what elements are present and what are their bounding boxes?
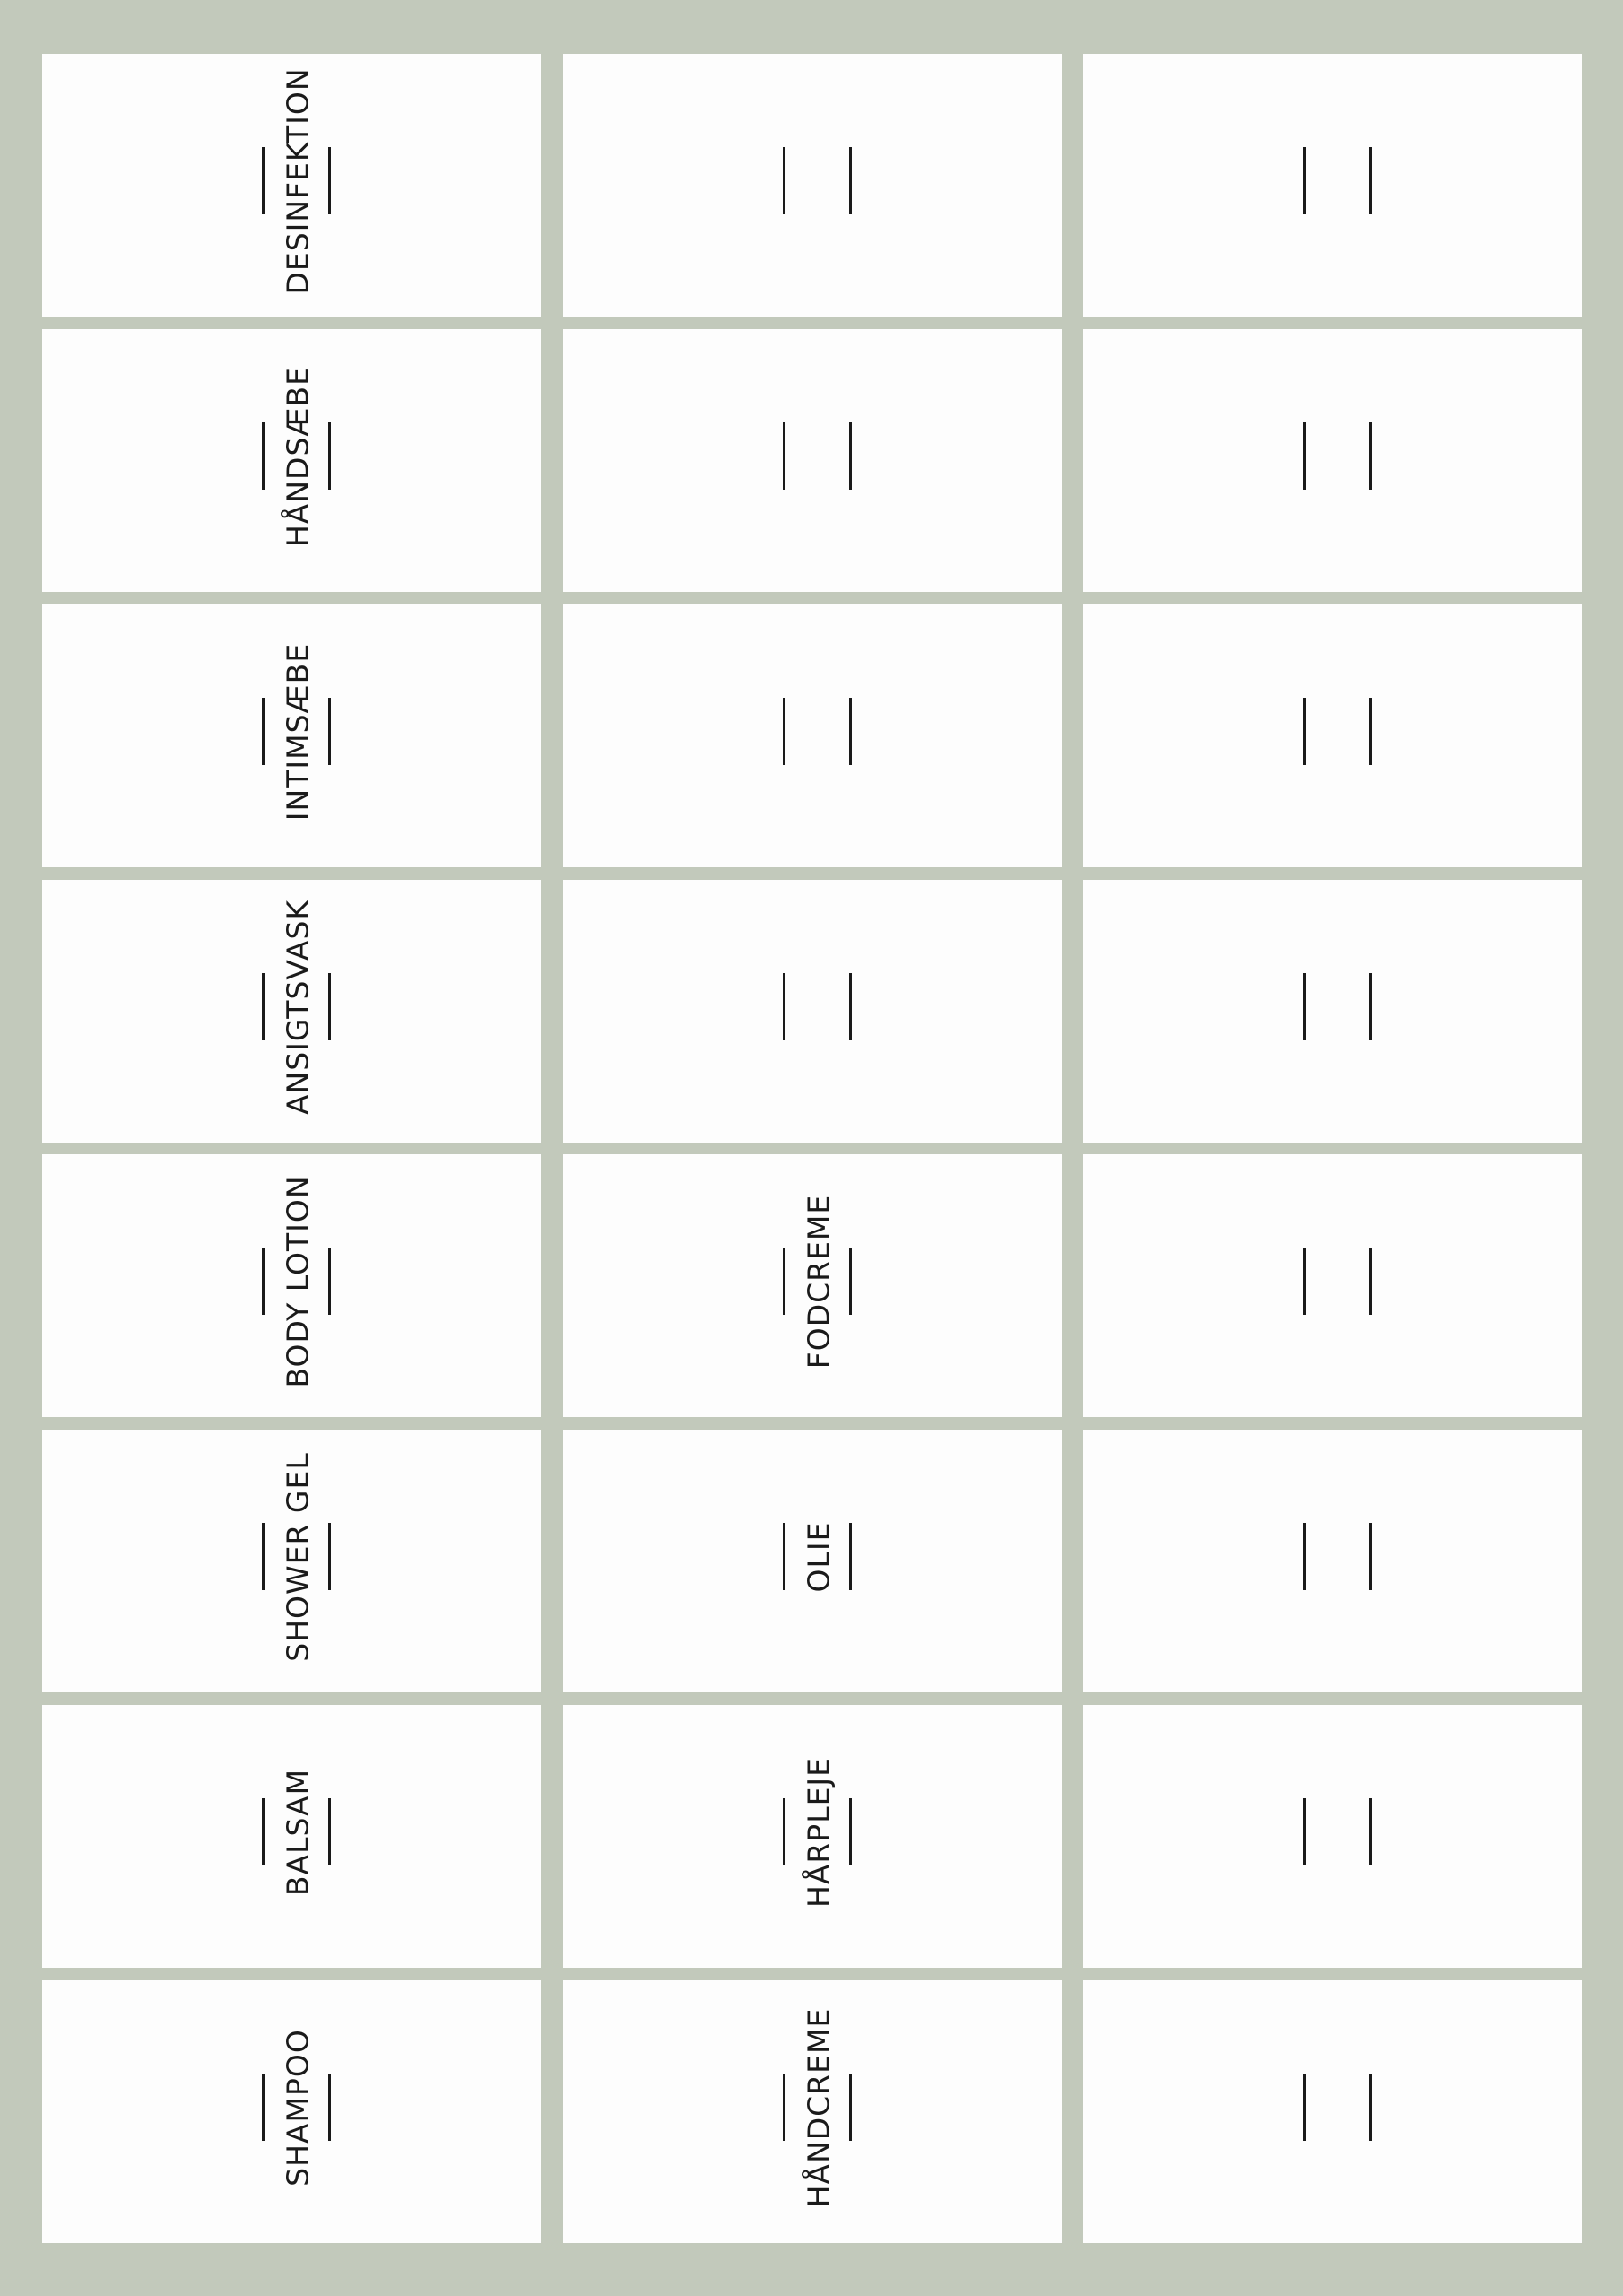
divider-line bbox=[1303, 1248, 1306, 1315]
label-text: INTIMSÆBE bbox=[280, 642, 316, 821]
divider-line bbox=[328, 973, 331, 1040]
divider-line bbox=[783, 1523, 785, 1590]
divider-line bbox=[849, 1248, 852, 1315]
divider-line bbox=[783, 2074, 785, 2141]
divider-line bbox=[1303, 973, 1306, 1040]
divider-line bbox=[783, 973, 785, 1040]
label-card bbox=[42, 604, 541, 867]
label-card bbox=[42, 880, 541, 1143]
divider-line bbox=[262, 422, 265, 490]
divider-line bbox=[849, 147, 852, 214]
label-card bbox=[42, 329, 541, 592]
divider-line bbox=[262, 147, 265, 214]
label-card bbox=[42, 1980, 541, 2243]
label-card bbox=[42, 1705, 541, 1968]
label-card bbox=[563, 329, 1062, 592]
label-card bbox=[1083, 604, 1582, 867]
divider-line bbox=[1369, 147, 1372, 214]
label-sheet bbox=[42, 54, 1582, 2242]
label-card bbox=[42, 1154, 541, 1417]
divider-line bbox=[1369, 698, 1372, 765]
divider-line bbox=[849, 973, 852, 1040]
divider-line bbox=[783, 1248, 785, 1315]
label-text: OLIE bbox=[801, 1521, 836, 1593]
label-text: HÅNDSÆBE bbox=[280, 365, 316, 547]
label-text: FODCREME bbox=[801, 1195, 836, 1370]
divider-line bbox=[328, 147, 331, 214]
label-text: SHOWER GEL bbox=[280, 1452, 316, 1662]
label-text: HÅNDCREME bbox=[801, 2007, 836, 2208]
divider-line bbox=[1303, 422, 1306, 490]
divider-line bbox=[1303, 698, 1306, 765]
label-card bbox=[42, 1430, 541, 1692]
divider-line bbox=[328, 698, 331, 765]
label-card bbox=[563, 1430, 1062, 1692]
divider-line bbox=[328, 1523, 331, 1590]
label-card bbox=[563, 1154, 1062, 1417]
label-card bbox=[563, 880, 1062, 1143]
label-card bbox=[1083, 880, 1582, 1143]
label-text: BODY LOTION bbox=[280, 1175, 316, 1388]
divider-line bbox=[262, 1523, 265, 1590]
label-text: BALSAM bbox=[280, 1768, 316, 1897]
divider-line bbox=[1369, 2074, 1372, 2141]
label-card bbox=[563, 1705, 1062, 1968]
divider-line bbox=[262, 973, 265, 1040]
label-card bbox=[1083, 329, 1582, 592]
divider-line bbox=[1369, 1523, 1372, 1590]
divider-line bbox=[1303, 147, 1306, 214]
label-card bbox=[563, 604, 1062, 867]
divider-line bbox=[783, 422, 785, 490]
divider-line bbox=[1369, 1248, 1372, 1315]
label-card bbox=[42, 54, 541, 317]
label-card bbox=[563, 1980, 1062, 2243]
divider-line bbox=[1369, 1798, 1372, 1866]
divider-line bbox=[849, 1523, 852, 1590]
label-card bbox=[1083, 54, 1582, 317]
divider-line bbox=[783, 1798, 785, 1866]
divider-line bbox=[783, 147, 785, 214]
divider-line bbox=[262, 1248, 265, 1315]
label-card bbox=[1083, 1705, 1582, 1968]
label-text: ANSIGTSVASK bbox=[280, 899, 316, 1115]
label-text: HÅRPLEJE bbox=[801, 1757, 836, 1909]
divider-line bbox=[783, 698, 785, 765]
divider-line bbox=[849, 2074, 852, 2141]
divider-line bbox=[1369, 973, 1372, 1040]
divider-line bbox=[262, 698, 265, 765]
divider-line bbox=[1369, 422, 1372, 490]
divider-line bbox=[1303, 1523, 1306, 1590]
divider-line bbox=[849, 698, 852, 765]
divider-line bbox=[328, 422, 331, 490]
divider-line bbox=[262, 1798, 265, 1866]
divider-line bbox=[328, 1798, 331, 1866]
label-card bbox=[1083, 1430, 1582, 1692]
label-card bbox=[1083, 1980, 1582, 2243]
label-card bbox=[563, 54, 1062, 317]
divider-line bbox=[849, 422, 852, 490]
divider-line bbox=[262, 2074, 265, 2141]
divider-line bbox=[1303, 2074, 1306, 2141]
divider-line bbox=[328, 1248, 331, 1315]
divider-line bbox=[328, 2074, 331, 2141]
label-text: SHAMPOO bbox=[280, 2029, 316, 2187]
divider-line bbox=[849, 1798, 852, 1866]
label-text: DESINFEKTION bbox=[280, 67, 316, 295]
label-card bbox=[1083, 1154, 1582, 1417]
divider-line bbox=[1303, 1798, 1306, 1866]
